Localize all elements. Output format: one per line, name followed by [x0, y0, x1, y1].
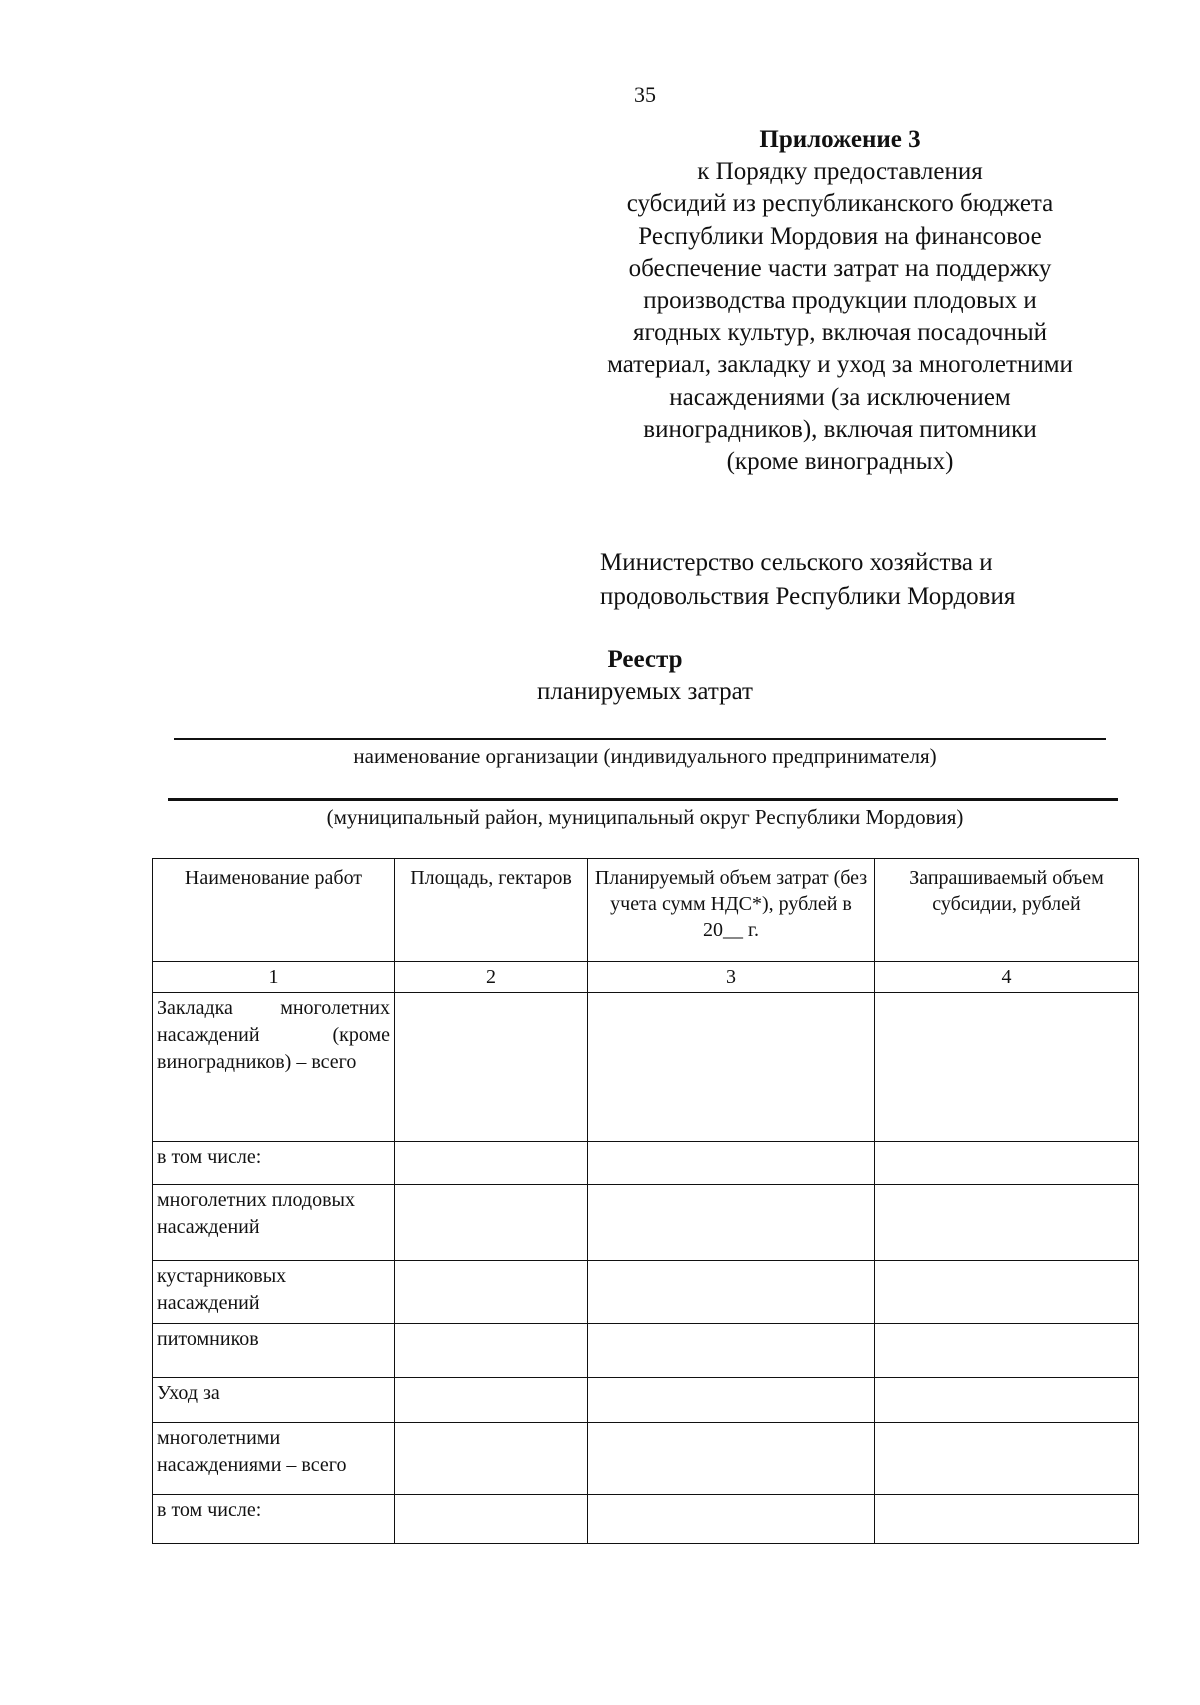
header-planned-cost: Планируемый объем затрат (без учета сумм НДС*), рублей в 20__ г.	[588, 859, 875, 962]
row-subsidy-cell[interactable]	[875, 1142, 1139, 1185]
appendix-title: Приложение 3	[759, 126, 921, 153]
row-work-name: многолетних плодовых насаждений	[153, 1185, 395, 1261]
row-work-name: многолетними насаждениями – всего	[153, 1423, 395, 1495]
row-subsidy-cell[interactable]	[875, 1261, 1139, 1324]
table-row	[153, 1324, 1139, 1378]
page-number: 35	[634, 82, 656, 107]
row-area-cell[interactable]	[395, 1423, 588, 1495]
row-area-cell[interactable]	[395, 1142, 588, 1185]
row-work-name: питомников	[153, 1324, 395, 1378]
row-area-cell[interactable]	[395, 993, 588, 1142]
ministry-block	[600, 546, 1015, 614]
org-name-line	[174, 738, 1106, 740]
appendix-line: производства продукции плодовых и	[643, 287, 1037, 315]
appendix-line: виноградников), включая питомники	[643, 415, 1037, 443]
registry-subtitle: планируемых затрат	[537, 678, 753, 705]
table-row	[153, 993, 1139, 1142]
header-row	[153, 859, 1139, 962]
header-work-name: Наименование работ	[153, 859, 395, 962]
appendix-line: ягодных культур, включая посадочный	[632, 319, 1048, 347]
row-work-name: в том числе:	[153, 1495, 395, 1544]
row-planned-cell[interactable]	[588, 1261, 875, 1324]
row-subsidy-cell[interactable]	[875, 1185, 1139, 1261]
district-line	[168, 798, 1118, 801]
row-planned-cell[interactable]	[588, 1423, 875, 1495]
row-subsidy-cell[interactable]	[875, 1378, 1139, 1423]
row-planned-cell[interactable]	[588, 1378, 875, 1423]
registry-heading	[0, 644, 1200, 708]
table-row	[153, 1378, 1139, 1423]
row-subsidy-cell[interactable]	[875, 1324, 1139, 1378]
row-work-name: кустарниковых насаждений	[153, 1261, 395, 1324]
table-row	[153, 1142, 1139, 1185]
row-area-cell[interactable]	[395, 1378, 588, 1423]
appendix-line: субсидий из республиканского бюджета	[626, 190, 1054, 218]
org-name-caption: наименование организации (индивидуального предпринимателя)	[353, 744, 937, 768]
column-number-row	[153, 962, 1139, 993]
appendix-line: обеспечение части затрат на поддержку	[628, 254, 1052, 282]
row-planned-cell[interactable]	[588, 993, 875, 1142]
row-planned-cell[interactable]	[588, 1495, 875, 1544]
row-planned-cell[interactable]	[588, 1142, 875, 1185]
appendix-line: (кроме виноградных)	[726, 448, 954, 476]
row-area-cell[interactable]	[395, 1261, 588, 1324]
column-number: 4	[875, 962, 1139, 993]
ministry-line: продовольствия Республики Мордовия	[600, 583, 1016, 610]
appendix-line: материал, закладку и уход за многолетними	[607, 351, 1073, 379]
column-number: 2	[395, 962, 588, 993]
appendix-line: к Порядку предоставления	[697, 158, 983, 186]
header-area: Площадь, гектаров	[395, 859, 588, 962]
appendix-block	[560, 124, 1120, 478]
column-number: 1	[153, 962, 395, 993]
registry-table	[152, 858, 1139, 1544]
ministry-line: Министерство сельского хозяйства и	[600, 549, 993, 576]
appendix-line: насаждениями (за исключением	[669, 383, 1011, 411]
row-area-cell[interactable]	[395, 1324, 588, 1378]
row-planned-cell[interactable]	[588, 1324, 875, 1378]
table-row	[153, 1423, 1139, 1495]
row-planned-cell[interactable]	[588, 1185, 875, 1261]
table-row	[153, 1185, 1139, 1261]
header-subsidy: Запрашиваемый объем субсидии, рублей	[875, 859, 1139, 962]
column-number: 3	[588, 962, 875, 993]
row-work-name: Уход за	[153, 1378, 395, 1423]
registry-table-body	[153, 859, 1139, 1544]
row-subsidy-cell[interactable]	[875, 1423, 1139, 1495]
row-area-cell[interactable]	[395, 1495, 588, 1544]
row-subsidy-cell[interactable]	[875, 993, 1139, 1142]
appendix-line: Республики Мордовия на финансовое	[638, 222, 1042, 250]
row-work-name: в том числе:	[153, 1142, 395, 1185]
row-area-cell[interactable]	[395, 1185, 588, 1261]
row-subsidy-cell[interactable]	[875, 1495, 1139, 1544]
registry-title: Реестр	[607, 646, 683, 673]
table-row	[153, 1261, 1139, 1324]
table-row	[153, 1495, 1139, 1544]
row-work-name: Закладка многолетних насаждений (кроме виноградников) – всего	[153, 993, 395, 1142]
district-caption: (муниципальный район, муниципальный округ Республики Мордовия)	[326, 805, 964, 829]
